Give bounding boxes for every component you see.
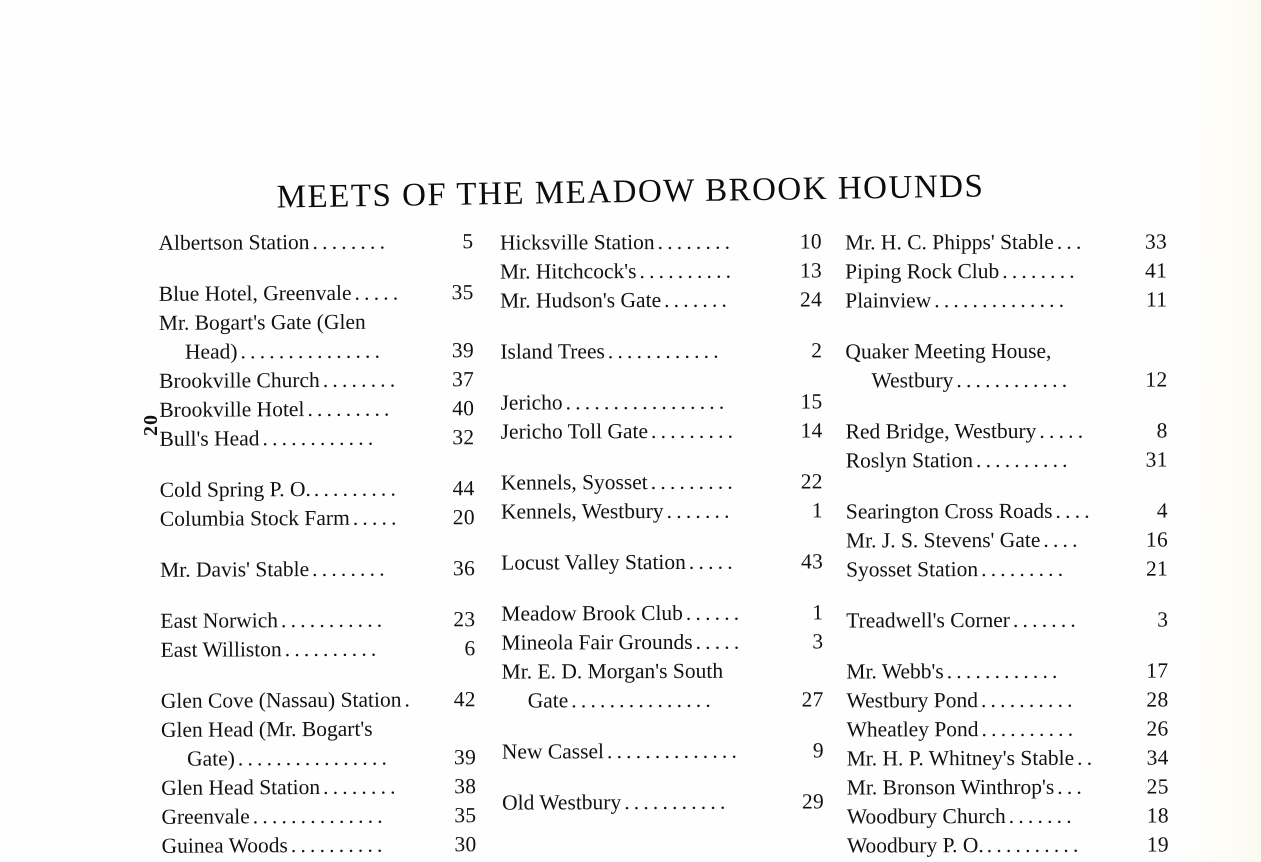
dot-leader: ............... bbox=[571, 687, 715, 713]
index-column-3 bbox=[845, 227, 1169, 860]
index-entry bbox=[161, 685, 476, 716]
entry-name: East Norwich bbox=[160, 608, 279, 633]
entry-page-number: 5 bbox=[462, 229, 474, 254]
entry-page-number: 30 bbox=[454, 832, 477, 857]
entry-name: Searington Cross Roads bbox=[845, 498, 1053, 524]
entry-page-number: 29 bbox=[801, 789, 825, 814]
index-group bbox=[502, 736, 824, 766]
dot-leader: ........ bbox=[323, 774, 400, 799]
entry-name: Jericho Toll Gate bbox=[500, 419, 649, 444]
index-group bbox=[160, 554, 475, 585]
dot-leader: ............ bbox=[262, 425, 378, 451]
entry-name: Cold Spring P. O. bbox=[159, 477, 311, 502]
index-column-1 bbox=[158, 227, 476, 861]
entry-name: Albertson Station bbox=[158, 230, 310, 255]
dot-leader: ........... bbox=[624, 789, 730, 815]
index-entry bbox=[846, 445, 1168, 475]
index-entry bbox=[501, 416, 823, 446]
entry-name: Piping Rock Club bbox=[845, 259, 1000, 284]
entry-name: Mr. Hudson's Gate bbox=[500, 288, 662, 313]
dot-leader: ......... bbox=[981, 556, 1068, 582]
index-entry bbox=[501, 496, 823, 526]
dot-leader: ........ bbox=[657, 229, 735, 255]
entry-name: Mr. H. P. Whitney's Stable bbox=[846, 745, 1075, 771]
index-entry bbox=[847, 801, 1169, 831]
entry-page-number: 25 bbox=[1146, 774, 1169, 799]
dot-leader: ............ bbox=[607, 338, 723, 364]
dot-leader: .... bbox=[1055, 498, 1094, 523]
index-entry bbox=[159, 394, 474, 425]
index-entry bbox=[501, 627, 823, 657]
entry-page-number: 26 bbox=[1146, 716, 1169, 741]
entry-name: Brookville Church bbox=[159, 367, 320, 393]
entry-name: Mineola Fair Grounds bbox=[501, 629, 693, 655]
entry-name: Island Trees bbox=[500, 339, 605, 364]
entry-name: Jericho bbox=[500, 390, 563, 415]
index-entry bbox=[500, 227, 822, 257]
dot-leader: .......... bbox=[986, 832, 1083, 858]
dot-leader: ................ bbox=[237, 745, 392, 771]
entry-page-number: 39 bbox=[451, 338, 475, 363]
dot-leader: ............ bbox=[946, 658, 1062, 684]
entry-page-number: 43 bbox=[800, 549, 824, 574]
dot-leader: ...... bbox=[685, 600, 744, 625]
index-entry bbox=[500, 387, 822, 417]
entry-name: Old Westbury bbox=[502, 790, 622, 815]
index-entry bbox=[500, 336, 822, 366]
entry-page-number: 17 bbox=[1146, 658, 1169, 683]
index-entry bbox=[846, 496, 1168, 526]
meets-index-columns bbox=[0, 228, 1261, 858]
index-group bbox=[846, 605, 1168, 635]
index-group bbox=[845, 336, 1167, 395]
dot-leader: ........ bbox=[1002, 258, 1079, 284]
dot-leader: .............. bbox=[606, 738, 742, 764]
index-entry bbox=[846, 416, 1168, 446]
index-entry bbox=[501, 547, 823, 577]
entry-page-number: 44 bbox=[452, 476, 475, 501]
index-group bbox=[501, 547, 823, 577]
index-group bbox=[500, 227, 822, 315]
index-group bbox=[501, 598, 823, 715]
index-entry bbox=[159, 307, 474, 338]
entry-page-number: 12 bbox=[1145, 367, 1168, 392]
index-entry bbox=[159, 278, 474, 309]
dot-leader: .......... bbox=[975, 447, 1072, 473]
entry-name: Gate bbox=[527, 688, 569, 713]
index-group bbox=[846, 416, 1168, 475]
index-entry bbox=[161, 743, 476, 774]
dot-leader: .... bbox=[1043, 527, 1082, 552]
entry-page-number: 37 bbox=[451, 367, 475, 392]
index-entry bbox=[161, 714, 476, 745]
entry-page-number: 2 bbox=[811, 338, 823, 363]
dot-leader: .............. bbox=[934, 287, 1069, 313]
index-group bbox=[160, 605, 475, 665]
dot-leader: ..... bbox=[354, 280, 403, 305]
index-group bbox=[846, 496, 1168, 584]
index-entry bbox=[158, 227, 473, 258]
entry-page-number: 42 bbox=[453, 687, 476, 712]
index-entry bbox=[502, 736, 824, 766]
page-title: MEETS OF THE MEADOW BROOK HOUNDS bbox=[276, 168, 985, 216]
dot-leader: ........ bbox=[312, 556, 389, 582]
index-entry bbox=[159, 365, 474, 396]
entry-page-number: 1 bbox=[811, 498, 824, 523]
entry-name: Columbia Stock Farm bbox=[159, 505, 350, 531]
entry-name: Wheatley Pond bbox=[846, 717, 979, 742]
entry-name: Mr. Hitchcock's bbox=[499, 259, 637, 284]
index-entry bbox=[160, 474, 475, 505]
dot-leader: .......... bbox=[639, 258, 736, 284]
index-entry bbox=[159, 423, 474, 454]
index-entry bbox=[501, 598, 823, 628]
entry-page-number: 35 bbox=[451, 280, 474, 305]
index-entry bbox=[847, 830, 1169, 860]
dot-leader: ........... bbox=[280, 607, 387, 633]
entry-name: East Williston bbox=[160, 637, 282, 662]
entry-page-number: 19 bbox=[1146, 832, 1169, 857]
entry-name: Brookville Hotel bbox=[159, 397, 305, 422]
index-entry bbox=[846, 605, 1168, 635]
index-entry bbox=[161, 772, 476, 803]
index-entry bbox=[845, 285, 1167, 315]
entry-name: Plainview bbox=[845, 288, 932, 313]
index-entry bbox=[847, 743, 1169, 773]
entry-page-number: 21 bbox=[1145, 556, 1169, 581]
index-entry bbox=[500, 285, 822, 315]
index-group bbox=[161, 685, 477, 861]
index-entry bbox=[845, 256, 1167, 286]
entry-name: Mr. Webb's bbox=[846, 659, 944, 684]
index-group bbox=[500, 387, 822, 446]
entry-page-number: 31 bbox=[1145, 447, 1168, 472]
index-group bbox=[159, 278, 475, 454]
entry-page-number: 39 bbox=[453, 745, 477, 770]
entry-name: Westbury bbox=[871, 368, 954, 393]
dot-leader: .............. bbox=[252, 803, 387, 829]
index-entry bbox=[160, 503, 475, 534]
entry-page-number: 6 bbox=[464, 636, 476, 661]
index-entry bbox=[846, 685, 1168, 715]
dot-leader: .......... bbox=[284, 636, 381, 662]
entry-page-number: 14 bbox=[800, 418, 823, 443]
index-entry bbox=[847, 772, 1169, 802]
index-entry bbox=[162, 830, 477, 861]
entry-name: New Cassel bbox=[501, 739, 605, 764]
entry-name: Treadwell's Corner bbox=[846, 607, 1010, 633]
entry-page-number: 18 bbox=[1146, 803, 1169, 828]
entry-name: Greenvale bbox=[161, 804, 250, 829]
dot-leader: ....... bbox=[664, 287, 732, 312]
index-entry bbox=[160, 605, 475, 636]
entry-page-number: 11 bbox=[1145, 287, 1168, 312]
entry-name: Mr. Davis' Stable bbox=[160, 557, 310, 582]
index-entry bbox=[161, 801, 476, 832]
index-entry bbox=[160, 554, 475, 585]
index-group bbox=[501, 467, 823, 526]
entry-page-number: 34 bbox=[1146, 745, 1169, 770]
index-group bbox=[158, 227, 473, 258]
entry-name: Mr. J. S. Stevens' Gate bbox=[845, 527, 1041, 553]
entry-name: Mr. Bogart's Gate (Glen bbox=[158, 309, 366, 335]
entry-page-number: 23 bbox=[453, 607, 476, 632]
dot-leader: .. bbox=[1077, 745, 1097, 770]
entry-page-number: 10 bbox=[799, 229, 822, 254]
dot-leader: .......... bbox=[980, 687, 1077, 713]
index-entry bbox=[846, 525, 1168, 555]
entry-name: Woodbury P. O. bbox=[846, 833, 984, 858]
entry-name: Westbury Pond bbox=[846, 688, 978, 713]
entry-name: Blue Hotel, Greenvale bbox=[158, 280, 352, 306]
entry-page-number: 1 bbox=[812, 600, 824, 625]
entry-page-number: 27 bbox=[801, 687, 824, 712]
entry-name: Quaker Meeting House, bbox=[845, 338, 1052, 364]
index-group bbox=[502, 787, 824, 817]
entry-name: Red Bridge, Westbury bbox=[845, 418, 1037, 444]
dot-leader: .......... bbox=[290, 832, 387, 858]
index-group bbox=[846, 656, 1169, 860]
dot-leader: ... bbox=[1056, 229, 1086, 254]
index-entry bbox=[502, 656, 824, 686]
dot-leader: ......... bbox=[650, 469, 737, 495]
entry-page-number: 15 bbox=[800, 389, 823, 414]
entry-name: Mr. E. D. Morgan's South bbox=[501, 658, 724, 684]
entry-page-number: 40 bbox=[452, 396, 475, 421]
entry-name: Head) bbox=[184, 339, 238, 364]
entry-name: Glen Cove (Nassau) Station bbox=[160, 687, 402, 713]
entry-page-number: 41 bbox=[1144, 258, 1168, 283]
entry-page-number: 8 bbox=[1156, 418, 1168, 443]
index-entry bbox=[845, 365, 1167, 395]
entry-name: Hicksville Station bbox=[499, 230, 655, 255]
index-entry bbox=[160, 634, 475, 665]
entry-page-number: 4 bbox=[1156, 498, 1168, 523]
dot-leader: ... bbox=[1057, 774, 1087, 799]
entry-page-number: 33 bbox=[1144, 229, 1168, 254]
dot-leader: ....... bbox=[1012, 607, 1081, 632]
entry-page-number: 36 bbox=[452, 556, 476, 581]
dot-leader: ..... bbox=[352, 505, 401, 530]
entry-page-number: 35 bbox=[454, 803, 477, 828]
dot-leader: ......... bbox=[313, 476, 401, 502]
entry-name: Kennels, Syosset bbox=[500, 470, 648, 495]
entry-page-number: 9 bbox=[812, 738, 824, 763]
index-group bbox=[845, 227, 1167, 315]
entry-page-number: 28 bbox=[1146, 687, 1169, 712]
index-entry bbox=[845, 227, 1167, 257]
entry-page-number: 38 bbox=[454, 774, 477, 799]
entry-name: Roslyn Station bbox=[845, 448, 974, 473]
index-group bbox=[160, 474, 475, 534]
index-entry bbox=[846, 656, 1168, 686]
dot-leader: . bbox=[404, 687, 415, 712]
entry-page-number: 22 bbox=[800, 469, 823, 494]
entry-page-number: 32 bbox=[452, 425, 475, 450]
entry-page-number: 24 bbox=[799, 287, 823, 312]
dot-leader: ........ bbox=[312, 229, 390, 255]
page-folio-number: 20 bbox=[140, 414, 162, 436]
dot-leader: ......... bbox=[650, 418, 738, 444]
index-entry bbox=[501, 467, 823, 497]
index-entry bbox=[500, 256, 822, 286]
dot-leader: ....... bbox=[666, 498, 734, 523]
entry-name: Mr. H. C. Phipps' Stable bbox=[845, 229, 1054, 255]
index-entry bbox=[846, 554, 1168, 584]
entry-page-number: 3 bbox=[1157, 607, 1169, 632]
entry-page-number: 20 bbox=[452, 505, 475, 530]
dot-leader: ............ bbox=[956, 367, 1072, 393]
index-group bbox=[500, 336, 822, 366]
dot-leader: ....... bbox=[1008, 803, 1076, 828]
dot-leader: ..... bbox=[1039, 418, 1088, 443]
entry-name: Glen Head (Mr. Bogart's bbox=[160, 716, 373, 742]
entry-name: Woodbury Church bbox=[846, 804, 1006, 829]
dot-leader: .......... bbox=[981, 716, 1078, 742]
entry-name: Syosset Station bbox=[846, 557, 979, 582]
dot-leader: ......... bbox=[307, 396, 394, 422]
entry-name: Locust Valley Station bbox=[501, 549, 686, 575]
dot-leader: ................. bbox=[565, 389, 729, 415]
entry-page-number: 16 bbox=[1145, 527, 1169, 552]
entry-name: Glen Head Station bbox=[161, 774, 321, 800]
entry-name: Guinea Woods bbox=[161, 833, 288, 858]
index-entry bbox=[502, 685, 824, 715]
entry-page-number: 3 bbox=[812, 629, 824, 654]
dot-leader: ..... bbox=[695, 629, 744, 654]
entry-name: Meadow Brook Club bbox=[501, 600, 683, 626]
index-entry bbox=[502, 787, 824, 817]
index-entry bbox=[159, 336, 474, 367]
entry-name: Bull's Head bbox=[159, 426, 260, 451]
index-entry bbox=[847, 714, 1169, 744]
index-entry bbox=[845, 336, 1167, 366]
dot-leader: ............... bbox=[240, 338, 385, 364]
index-column-2 bbox=[500, 227, 824, 817]
dot-leader: ........ bbox=[322, 367, 400, 392]
dot-leader: ..... bbox=[688, 549, 737, 574]
entry-page-number: 13 bbox=[799, 258, 823, 283]
entry-name: Kennels, Westbury bbox=[500, 498, 664, 524]
entry-name: Gate) bbox=[187, 746, 235, 771]
entry-name: Mr. Bronson Winthrop's bbox=[846, 774, 1055, 800]
